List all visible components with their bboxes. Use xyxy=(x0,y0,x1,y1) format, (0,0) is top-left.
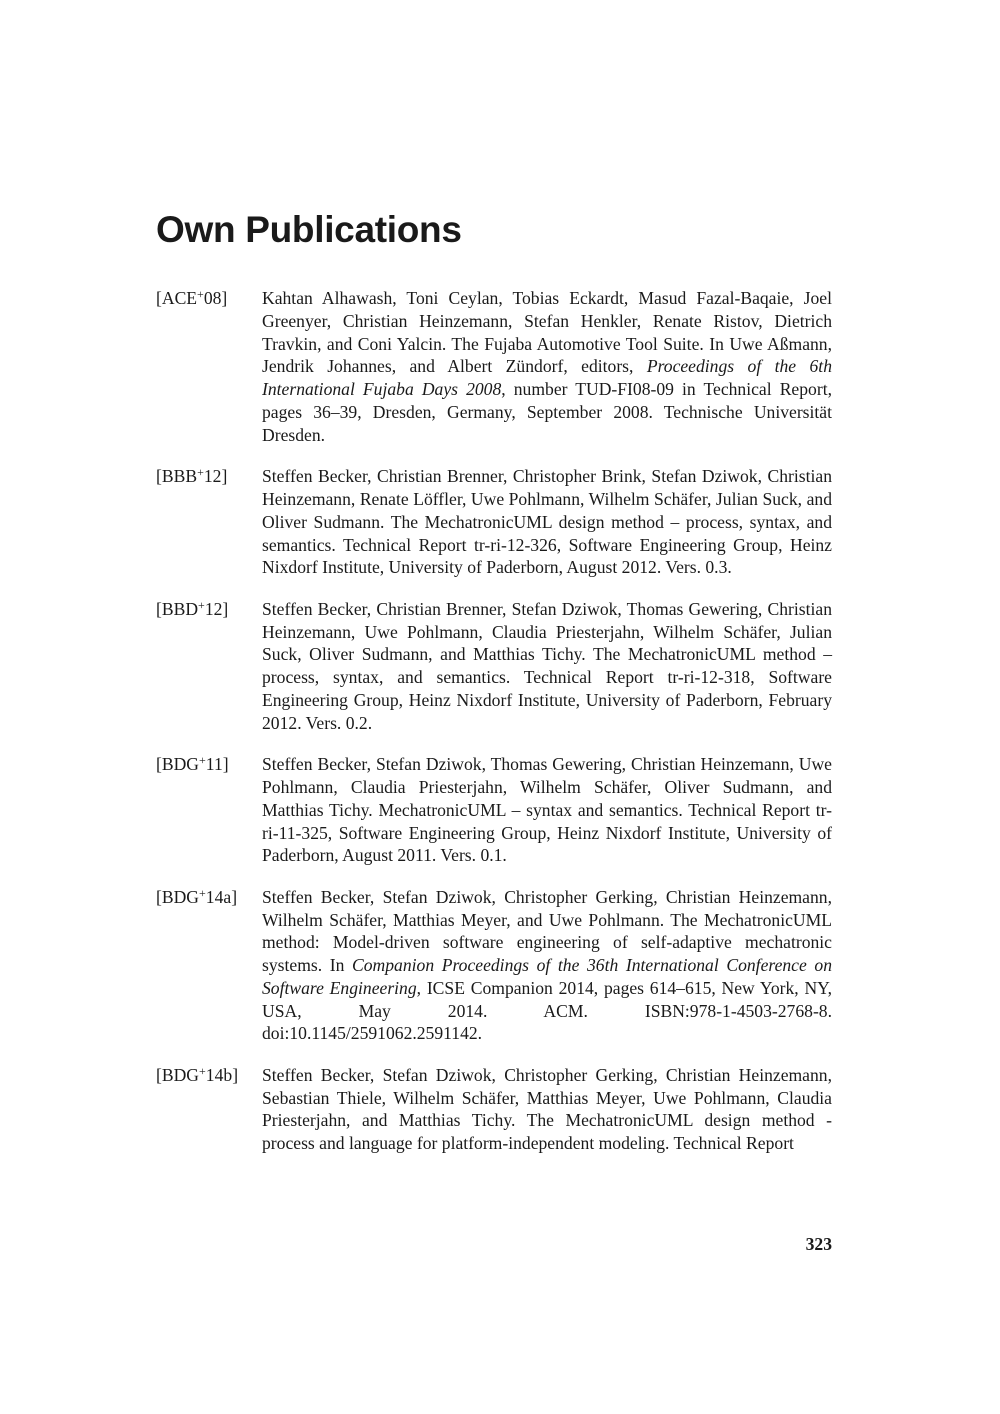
reference-text-part: Steffen Becker, Christian Brenner, Stefan Dziwok, Thomas Gewering, Christian Heinzemann, Uwe Pohlmann, Claudia Priesterjahn, Wilhelm Schäfer, Julian Suck, Oliver Sudmann, and Matthias Tichy. The MechatronicUML method – process, syntax, and semantics. Technical Report tr-ri-12-318, Software Engineering Group, Heinz Nixdorf Institute, University of Paderborn, February 2012. Vers. 0.2. xyxy=(262,598,832,733)
chapter-title: Own Publications xyxy=(156,209,462,250)
reference-text xyxy=(262,465,832,579)
bib-entry xyxy=(156,598,832,735)
citation-key xyxy=(156,287,262,447)
citation-key xyxy=(156,1064,262,1155)
bib-entry xyxy=(156,465,832,579)
citation-key-sup: + xyxy=(199,753,206,768)
citation-key-prefix: [BDG xyxy=(156,754,200,775)
reference-text xyxy=(262,886,832,1046)
citation-key-sup: + xyxy=(199,1063,206,1078)
reference-text xyxy=(262,598,832,735)
citation-key xyxy=(156,465,262,579)
citation-key-sup: + xyxy=(198,597,205,612)
citation-key-sup: + xyxy=(197,287,204,301)
reference-text xyxy=(262,753,832,867)
citation-key xyxy=(156,753,262,867)
citation-key-prefix: [BDG xyxy=(156,886,200,907)
citation-key-suffix: 08] xyxy=(203,288,228,308)
citation-key-suffix: 12] xyxy=(203,466,228,487)
page-number: 323 xyxy=(805,1234,832,1254)
reference-text-part: , ICSE Companion 2014, pages 614–615, New York, NY, USA, May 2014. ACM. ISBN:978-1-4503-2768-8. doi:10.1145/2591062.2591142. xyxy=(262,977,832,1044)
citation-key-prefix: [BDG xyxy=(156,1064,200,1085)
bib-entry xyxy=(156,753,832,867)
reference-venue: Proceedings of the 6th International Fujaba Days 2008 xyxy=(262,356,832,400)
bib-entry xyxy=(156,287,832,447)
bib-entry xyxy=(156,1064,832,1155)
bib-entry xyxy=(156,886,832,1046)
citation-key-suffix: 14b] xyxy=(205,1064,239,1085)
reference-text-part: Steffen Becker, Stefan Dziwok, Christopher Gerking, Christian Heinzemann, Wilhelm Schäfer, Matthias Meyer, and Uwe Pohlmann. The MechatronicUML method: Model-driven software engineering of self-adaptive mechatronic systems. In xyxy=(262,886,832,976)
reference-venue: Companion Proceedings of the 36th International Conference on Software Engineering xyxy=(262,955,832,998)
citation-key-suffix: 14a] xyxy=(205,886,238,907)
reference-text xyxy=(262,1064,832,1155)
citation-key-prefix: [ACE xyxy=(156,288,198,308)
citation-key-sup: + xyxy=(199,885,206,900)
citation-key xyxy=(156,886,262,1046)
bibliography-list xyxy=(156,287,832,1174)
reference-text-part: Kahtan Alhawash, Toni Ceylan, Tobias Eckardt, Masud Fazal-Baqaie, Joel Greenyer, Christian Heinzemann, Stefan Henkler, Renate Ristov, Dietrich Travkin, and Coni Yalcin. The Fujaba Automotive Tool Suite. In Uwe Aßmann, Jendrik Johannes, and Albert Zündorf, editors, xyxy=(262,288,832,377)
reference-text-part: Steffen Becker, Stefan Dziwok, Thomas Gewering, Christian Heinzemann, Uwe Pohlmann, Claudia Priesterjahn, Wilhelm Schäfer, Oliver Sudmann, and Matthias Tichy. MechatronicUML – syntax and semantics. Technical Report tr-ri-11-325, Software Engineering Group, Heinz Nixdorf Institute, University of Paderborn, August 2011. Vers. 0.1. xyxy=(262,754,832,866)
citation-key-prefix: [BBB xyxy=(156,466,198,487)
reference-text xyxy=(262,287,832,447)
citation-key-sup: + xyxy=(197,465,204,480)
reference-text-part: , number TUD-FI08-09 in Technical Report, pages 36–39, Dresden, Germany, September 2008. Technische Universität Dresden. xyxy=(262,379,832,445)
citation-key-suffix: 12] xyxy=(204,598,229,619)
citation-key-prefix: [BBD xyxy=(156,598,199,619)
citation-key xyxy=(156,598,262,735)
reference-text-part: Steffen Becker, Stefan Dziwok, Christopher Gerking, Christian Heinzemann, Sebastian Thiele, Wilhelm Schäfer, Matthias Meyer, Uwe Pohlmann, Claudia Priesterjahn, and Matthias Tichy. The MechatronicUML design method - process and language for platform-independent modeling. Technical Report xyxy=(262,1064,832,1154)
citation-key-suffix: 11] xyxy=(205,754,229,775)
reference-text-part: Steffen Becker, Christian Brenner, Christopher Brink, Stefan Dziwok, Christian Heinzemann, Renate Löffler, Uwe Pohlmann, Wilhelm Schäfer, Julian Suck, and Oliver Sudmann. The MechatronicUML design method – process, syntax, and semantics. Technical Report tr-ri-12-326, Software Engineering Group, Heinz Nixdorf Institute, University of Paderborn, August 2012. Vers. 0.3. xyxy=(262,466,832,578)
